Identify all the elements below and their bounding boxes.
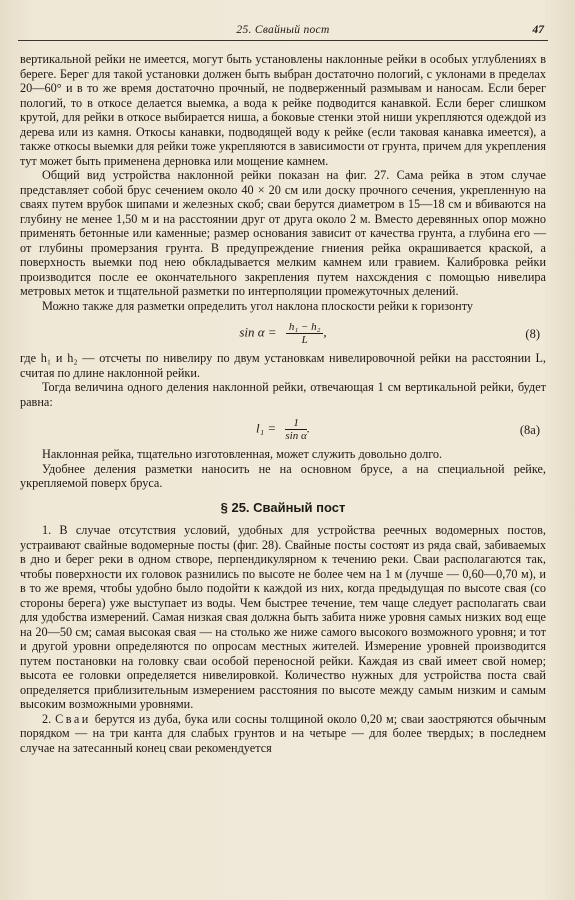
paragraph: 1. В случае отсутствия условий, удобных для устройства реечных водомерных постов, устраивают свайные водомерные посты (фиг. 28). Свайные посты состоят из ряда свай, забиваемых в дно и берег реки в одном створе, перпендикулярном к течению реки. Сваи располагаются так, чтобы поверхности их головок разнились по высоте не более чем на 1 м (лучше — 0,60—0,70 м), и в то же время, чтобы удобно было подойти к каждой из них, когда предыдущая по высоте свая (со стороны берега) уже выступает из воды. Чем быстрее течение, тем чаще следует располагать сваи для удобства измерений. Самая низкая свая должна быть забита ниже уровня самых низких вод еще на 20—50 см; самая высокая свая — на столько же ниже самого высокого возможного уровня; и тот и другой уровни определяются по опросам местных жителей. Измерение уровней производится путем постановки на головку сваи особой переносной рейки. Каждая из свай имеет свой номер; высота ее головки определяется нивелировкой. Количество нужных для устройства поста свай определяется приблизительным измерением расстояния по высоте между самым низким и самым высоким возможными уровнями. — [20, 523, 546, 711]
paragraph-continuation: берутся из дуба, бука или сосны толщиной около 0,20 м; сваи заостряются обычным порядком — на три канта для слабых грунтов и на четыре — для более твердых; в последнем случае на затесанный конец сваи рекомендуется — [20, 711, 547, 755]
paragraph: где h₁ и h₂ — отсчеты по нивелиру по двум установкам нивелировочной рейки на расстоянии L, считая по длине наклонной рейки. — [20, 351, 546, 380]
item-number: 2. — [42, 711, 52, 726]
page-body — [20, 52, 546, 755]
formula-8-expression — [20, 321, 546, 346]
section-title: § 25. Свайный пост — [220, 499, 346, 515]
page-number: 47 — [532, 24, 544, 36]
formula-8a-denominator: sin α — [285, 430, 307, 442]
paragraph — [20, 712, 546, 756]
spaced-term: Сваи — [55, 711, 91, 726]
formula-8-denominator: L — [301, 334, 308, 346]
paragraph: Наклонная рейка, тщательно изготовленная, может служить довольно долго. — [42, 447, 443, 461]
paragraph: Удобнее деления разметки наносить не на основном брусе, а на специальной рейке, укрепляемой поверх бруса. — [20, 461, 546, 490]
formula-8-lhs: sin α = — [239, 324, 277, 340]
running-header — [18, 22, 548, 41]
paragraph: Общий вид устройства наклонной рейки показан на фиг. 27. Сама рейка в этом случае представляет собой брус сечением около 40 × 20 см или доску прочного сечения, укрепленную на сваях путем врубок шипами и железных скоб; сваи берутся диаметром в 15—18 см и вбиваются на глубину не менее 1,50 м и на расстоянии друг от друга около 2 м. Вместо деревянных опор можно применять бетонные или каменные; размер основания зависит от качества грунта, а глубина его — от глубины промерзания грунта. В предупреждение гниения рейка окрашивается краской, а поверхность выемки под нею обкладывается мелким камнем или гравием. Калибровка рейки производится после ее окончательного закрепления путем нахсждения с помощью нивелира метровых меток и тщательной разметки по интерполяции промежуточных делений. — [20, 168, 546, 298]
formula-8-fraction — [286, 321, 327, 346]
formula-8a-fraction — [285, 417, 306, 442]
formula-8a-expression — [20, 417, 546, 442]
paragraph: Можно также для разметки определить угол наклона плоскости рейки к горизонту — [42, 298, 474, 313]
running-title: 25. Свайный пост — [236, 24, 330, 36]
formula-8 — [20, 317, 546, 347]
formula-8a-tail: . — [306, 420, 311, 436]
formula-8a-number: (8a) — [519, 423, 540, 437]
formula-8a — [20, 413, 546, 443]
paragraph: Тогда величина одного деления наклонной рейки, отвечающая 1 см вертикальной рейки, будет равна: — [20, 380, 546, 409]
formula-8a-lhs: l₁ = — [255, 420, 277, 436]
formula-8-numerator: h₁ − h₂ — [286, 321, 324, 334]
formula-8-tail: , — [323, 324, 327, 340]
formula-8a-numerator: 1 — [285, 417, 306, 430]
formula-8-number: (8) — [525, 327, 540, 341]
paragraph: вертикальной рейки не имеется, могут быть установлены наклонные рейки в особых углублениях в береге. Берег для такой установки должен быть выбран достаточно пологий, с уклонами в пределах 20—60° и в то же время достаточно прочный, не подверженный размывам и наносам. Если берег пологий, то в откосе делается выемка, а вода к рейке подводится канавкой. Если берег слишком крутой, для рейки в откосе выбирается ниша, а боковые стенки этой ниши укрепляются одеждой из дерева или из камня. Откосы канавки, подводящей воду к рейке (если таковая канавка имеется), а также откосы выемки для рейки тоже укрепляются в зависимости от грунта, причем для укрепления тут может быть применена дерновка или мощение камнем. — [20, 52, 546, 168]
